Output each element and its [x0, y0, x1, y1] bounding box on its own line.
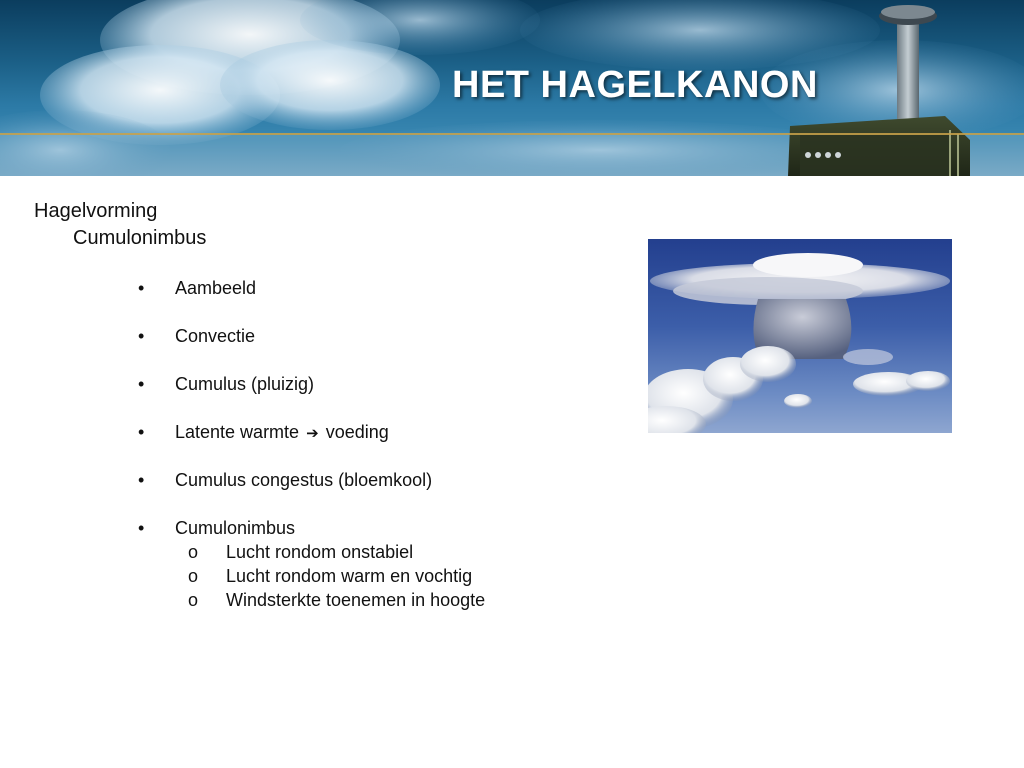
bullet-symbol: • [138, 470, 145, 490]
section-subheading: Cumulonimbus [73, 227, 207, 249]
bullet-symbol: • [138, 278, 145, 298]
bullet-text-after: voeding [325, 422, 389, 442]
bullet-text [175, 422, 389, 443]
sub-bullet-text: Windsterkte toenemen in hoogte [226, 590, 486, 610]
bullet-text: Cumulus congestus (bloemkool) [175, 470, 433, 490]
bullet-symbol: • [138, 374, 145, 394]
bullet-text: Convectie [175, 326, 256, 346]
arrow-right-icon: ➔ [306, 425, 319, 442]
sub-bullet-text: Lucht rondom warm en vochtig [226, 566, 473, 586]
sub-bullet-symbol: o [188, 542, 199, 562]
sub-bullet-symbol: o [188, 566, 199, 586]
section-heading: Hagelvorming [34, 200, 158, 222]
bullet-symbol: • [138, 326, 145, 346]
slide-title: HET HAGELKANON [452, 64, 818, 106]
cumulonimbus-photo [648, 239, 952, 433]
bullet-text-before: Latente warmte [175, 422, 300, 442]
bullet-text: Cumulus (pluizig) [175, 374, 315, 394]
bullet-symbol: • [138, 518, 145, 538]
bullet-symbol: • [138, 422, 145, 442]
banner-accent-line [0, 133, 1024, 135]
cumulonimbus-cloud-image [648, 239, 952, 433]
bullet-text: Cumulonimbus [175, 518, 296, 538]
sub-bullet-text: Lucht rondom onstabiel [226, 542, 414, 562]
sub-bullet-symbol: o [188, 590, 199, 610]
header-banner [0, 0, 1024, 176]
bullet-text: Aambeeld [175, 278, 257, 298]
